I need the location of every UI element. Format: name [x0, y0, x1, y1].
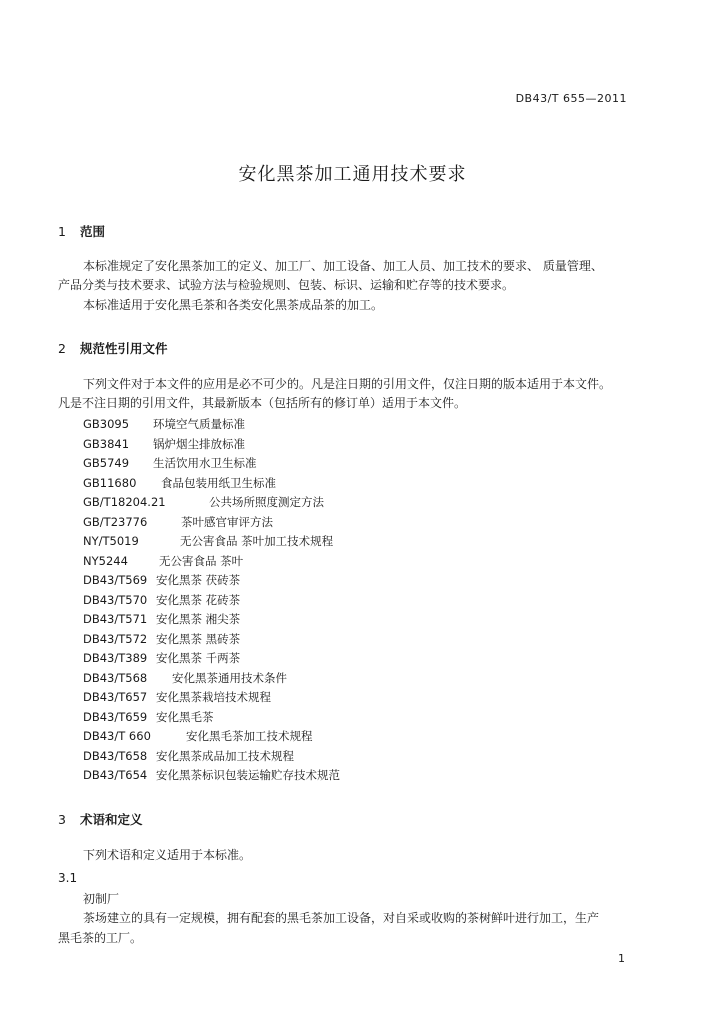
- reference-title: 安化黑毛茶: [156, 709, 214, 724]
- reference-id: DB43/T571: [83, 612, 148, 626]
- document-code: DB43/T 655—2011: [515, 92, 627, 105]
- section-3-intro: 下列术语和定义适用于本标准。: [83, 848, 252, 862]
- reference-item: [83, 631, 240, 647]
- reference-id: DB43/T657: [83, 690, 148, 704]
- reference-title: 安化黑茶栽培技术规程: [156, 690, 271, 704]
- reference-item: [83, 416, 245, 432]
- reference-item: [83, 670, 287, 686]
- reference-item: [83, 592, 240, 608]
- reference-id: GB11680: [83, 475, 137, 490]
- reference-title: 安化黑茶 茯砖茶: [156, 573, 241, 587]
- reference-title: 安化黑茶标识包装运输贮存技术规范: [156, 768, 340, 782]
- reference-title: 公共场所照度测定方法: [209, 495, 324, 509]
- reference-title: 安化黑茶成品加工技术规程: [156, 748, 294, 763]
- reference-item: [83, 475, 276, 491]
- reference-title: 安化黑茶 花砖茶: [156, 592, 241, 607]
- section-3-number: 3: [58, 812, 66, 827]
- reference-title: 无公害食品 茶叶加工技术规程: [180, 534, 334, 548]
- reference-title: 无公害食品 茶叶: [159, 553, 244, 568]
- reference-item: [83, 455, 257, 471]
- section-1-heading: [58, 222, 105, 240]
- reference-title: 安化黑毛茶加工技术规程: [186, 729, 313, 743]
- reference-id: DB43/T658: [83, 748, 148, 763]
- page-number: 1: [618, 952, 625, 965]
- reference-id: DB43/T389: [83, 651, 148, 665]
- reference-title: 安化黑茶 千两茶: [156, 651, 241, 665]
- section-2-number: 2: [58, 341, 66, 356]
- reference-item: [83, 514, 273, 530]
- term-definition-line1: 茶场建立的具有一定规模，拥有配套的黑毛茶加工设备，对自采或收购的茶树鲜叶进行加工，生产: [83, 911, 600, 925]
- reference-id: GB/T23776: [83, 514, 148, 529]
- section-2-intro-line1: 下列文件对于本文件的应用是必不可少的。凡是注日期的引用文件，仅注日期的版本适用于本文件。: [83, 377, 612, 391]
- reference-id: DB43/T570: [83, 592, 148, 607]
- reference-item: [83, 572, 240, 588]
- reference-item: [83, 436, 245, 452]
- reference-item: [83, 728, 313, 744]
- reference-title: 环境空气质量标准: [153, 417, 245, 431]
- reference-title: 茶叶感官审评方法: [181, 514, 273, 529]
- reference-title: 食品包装用纸卫生标准: [161, 475, 276, 490]
- reference-item: [83, 748, 294, 764]
- reference-id: DB43/T569: [83, 573, 148, 587]
- reference-id: DB43/T572: [83, 631, 148, 646]
- reference-title: 安化黑茶 湘尖茶: [156, 612, 241, 626]
- reference-id: GB3841: [83, 436, 130, 451]
- section-1-para1-line2: 产品分类与技术要求、试验方法与检验规则、包装、标识、运输和贮存等的技术要求。: [58, 278, 515, 292]
- reference-id: NY5244: [83, 553, 128, 568]
- section-2-title: 规范性引用文件: [80, 341, 168, 356]
- section-1-title: 范围: [80, 224, 106, 239]
- reference-id: GB3095: [83, 417, 130, 431]
- reference-id: DB43/T659: [83, 709, 148, 724]
- section-2-heading: [58, 339, 168, 357]
- reference-item: [83, 689, 271, 705]
- reference-id: GB5749: [83, 456, 130, 470]
- reference-item: [83, 611, 240, 627]
- section-1-number: 1: [58, 224, 66, 239]
- reference-title: 生活饮用水卫生标准: [153, 456, 257, 470]
- reference-item: [83, 553, 243, 569]
- reference-id: DB43/T568: [83, 670, 148, 685]
- reference-id: DB43/T 660: [83, 729, 151, 743]
- reference-item: [83, 767, 340, 783]
- reference-id: NY/T5019: [83, 534, 139, 548]
- reference-item: [83, 533, 333, 549]
- reference-item: [83, 709, 214, 725]
- reference-item: [83, 494, 324, 510]
- reference-id: DB43/T654: [83, 768, 148, 782]
- reference-title: 锅炉烟尘排放标准: [153, 436, 245, 451]
- term-definition-line2: 黑毛茶的工厂。: [58, 931, 143, 945]
- term-name: 初制厂: [83, 892, 120, 906]
- section-2-intro-line2: 凡是不注日期的引用文件，其最新版本（包括所有的修订单）适用于本文件。: [58, 396, 467, 410]
- section-1-para1-line1: 本标准规定了安化黑茶加工的定义、加工厂、加工设备、加工人员、加工技术的要求、 质量管理、: [83, 259, 603, 273]
- reference-title: 安化黑茶 黑砖茶: [156, 631, 241, 646]
- clause-number: 3.1: [58, 871, 78, 885]
- reference-item: [83, 650, 240, 666]
- section-1-para2: 本标准适用于安化黑毛茶和各类安化黑茶成品茶的加工。: [83, 298, 384, 312]
- section-3-heading: [58, 810, 143, 828]
- document-title: 安化黑茶加工通用技术要求: [238, 164, 467, 185]
- section-3-title: 术语和定义: [80, 812, 143, 827]
- reference-id: GB/T18204.21: [83, 495, 166, 509]
- reference-title: 安化黑茶通用技术条件: [172, 670, 287, 685]
